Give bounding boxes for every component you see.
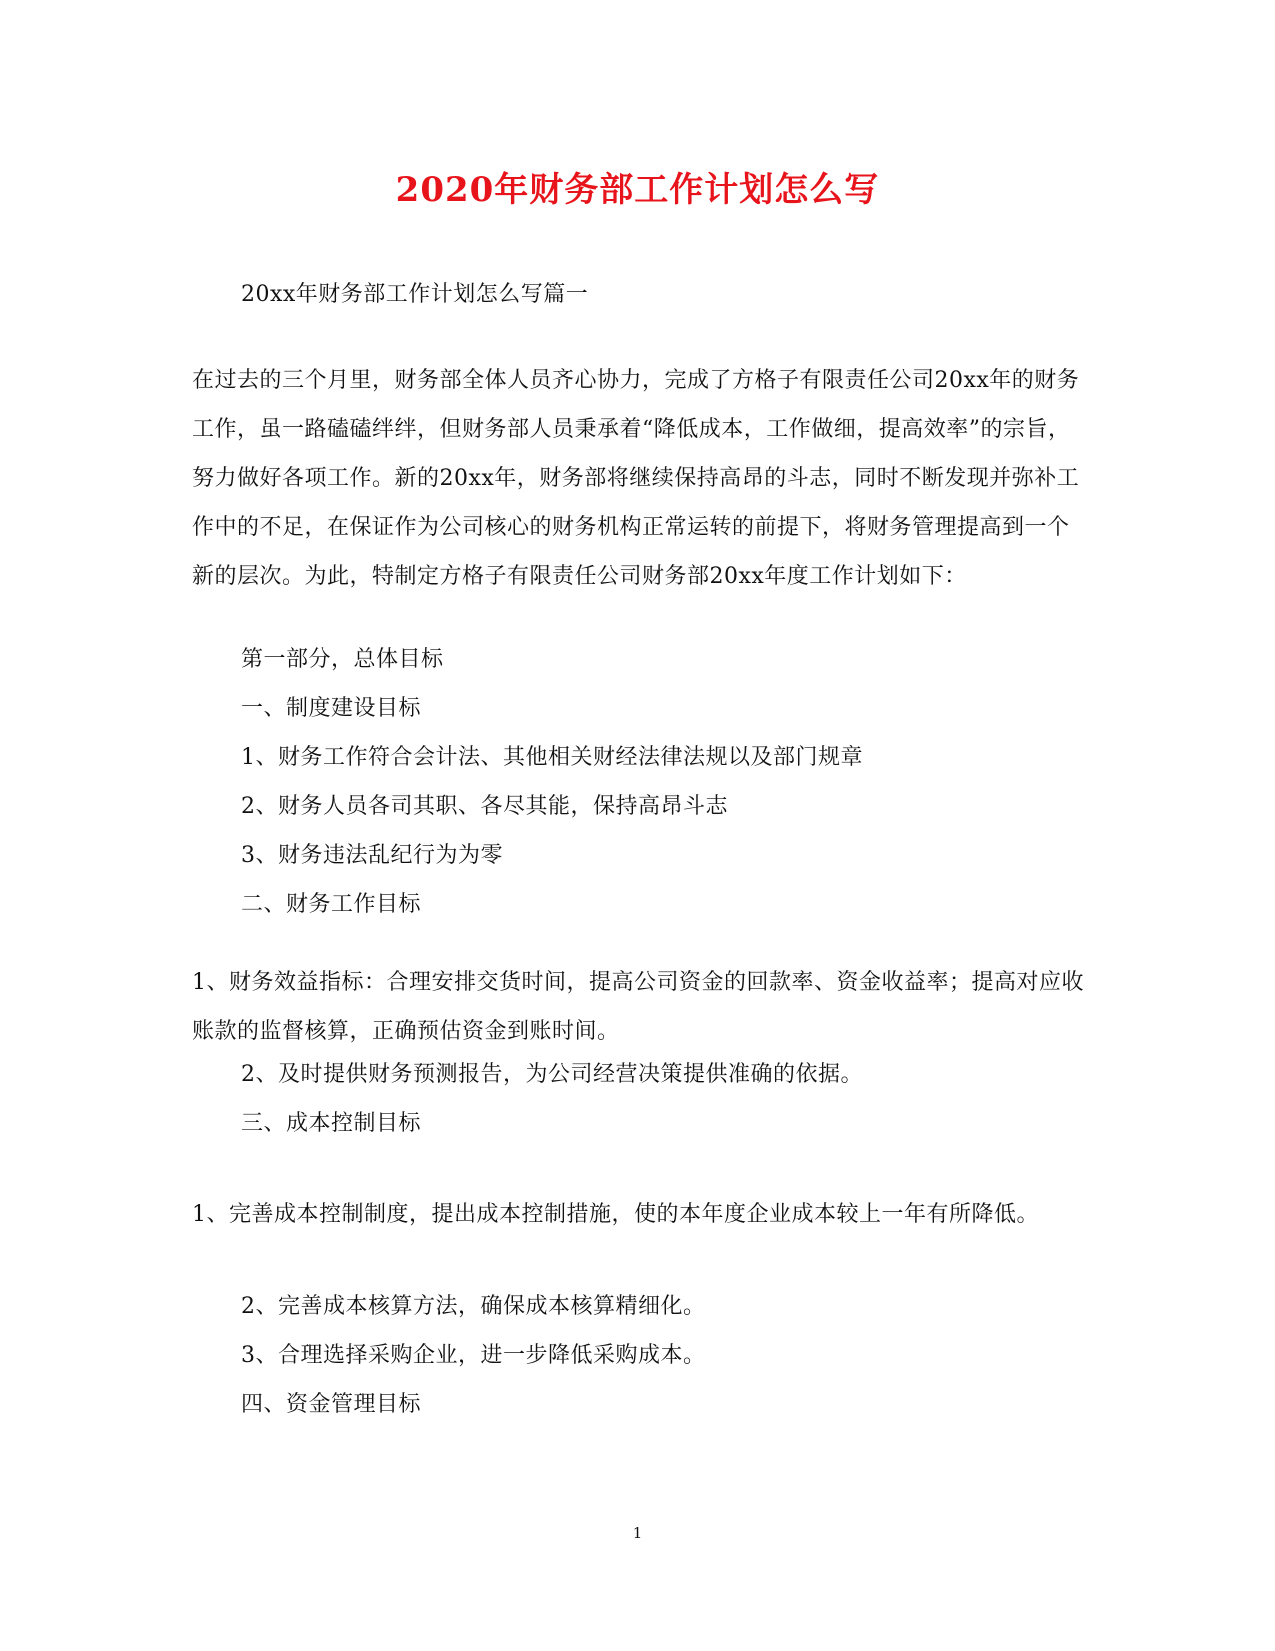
intro-paragraph [192,356,1087,601]
paragraph-text: 在过去的三个月里，财务部全体人员齐心协力，完成了方格子有限责任公司20xx年的财务工作，虽一路磕磕绊绊，但财务部人员秉承着“降低成本，工作做细，提高效率”的宗旨，努力做好各项工作。新的20xx年，财务部将继续保持高昂的斗志，同时不断发现并弥补工作中的不足，在保证作为公司核心的财务机构正常运转的前提下，将财务管理提高到一个新的层次。为此，特制定方格子有限责任公司财务部20xx年度工作计划如下： [192,368,1080,589]
list-item: 2、完善成本核算方法，确保成本核算精细化。 [241,1294,706,1319]
heading-cost-goal: 三、成本控制目标 [241,1111,422,1136]
list-item: 3、合理选择采购企业，进一步降低采购成本。 [241,1343,706,1368]
paragraph-text: 1、完善成本控制制度，提出成本控制措施，使的本年度企业成本较上一年有所降低。 [192,1202,1039,1227]
heading-finance-goal: 二、财务工作目标 [241,892,422,917]
document-title: 2020年财务部工作计划怎么写 [395,170,880,210]
list-item: 2、及时提供财务预测报告，为公司经营决策提供准确的依据。 [241,1062,863,1087]
section-subtitle [192,270,1087,319]
heading-fund-goal: 四、资金管理目标 [241,1392,422,1417]
list-item: 1、财务工作符合会计法、其他相关财经法律法规以及部门规章 [241,745,863,770]
page-number: 1 [632,1524,643,1542]
cost-control-paragraph [192,1190,1087,1239]
outline-block-1 [192,635,1087,929]
list-item: 3、财务违法乱纪行为为零 [241,843,503,868]
outline-block-2 [192,1050,1087,1148]
heading-system-goal: 一、制度建设目标 [241,696,422,721]
heading-part-one: 第一部分，总体目标 [241,647,444,672]
paragraph-text: 1、财务效益指标：合理安排交货时间，提高公司资金的回款率、资金收益率；提高对应收账款的监督核算，正确预估资金到账时间。 [192,970,1085,1044]
list-item: 2、财务人员各司其职、各尽其能，保持高昂斗志 [241,794,728,819]
finance-benefit-paragraph [192,958,1087,1056]
outline-block-3 [192,1282,1087,1429]
subtitle-text: 20xx年财务部工作计划怎么写篇一 [241,282,589,307]
